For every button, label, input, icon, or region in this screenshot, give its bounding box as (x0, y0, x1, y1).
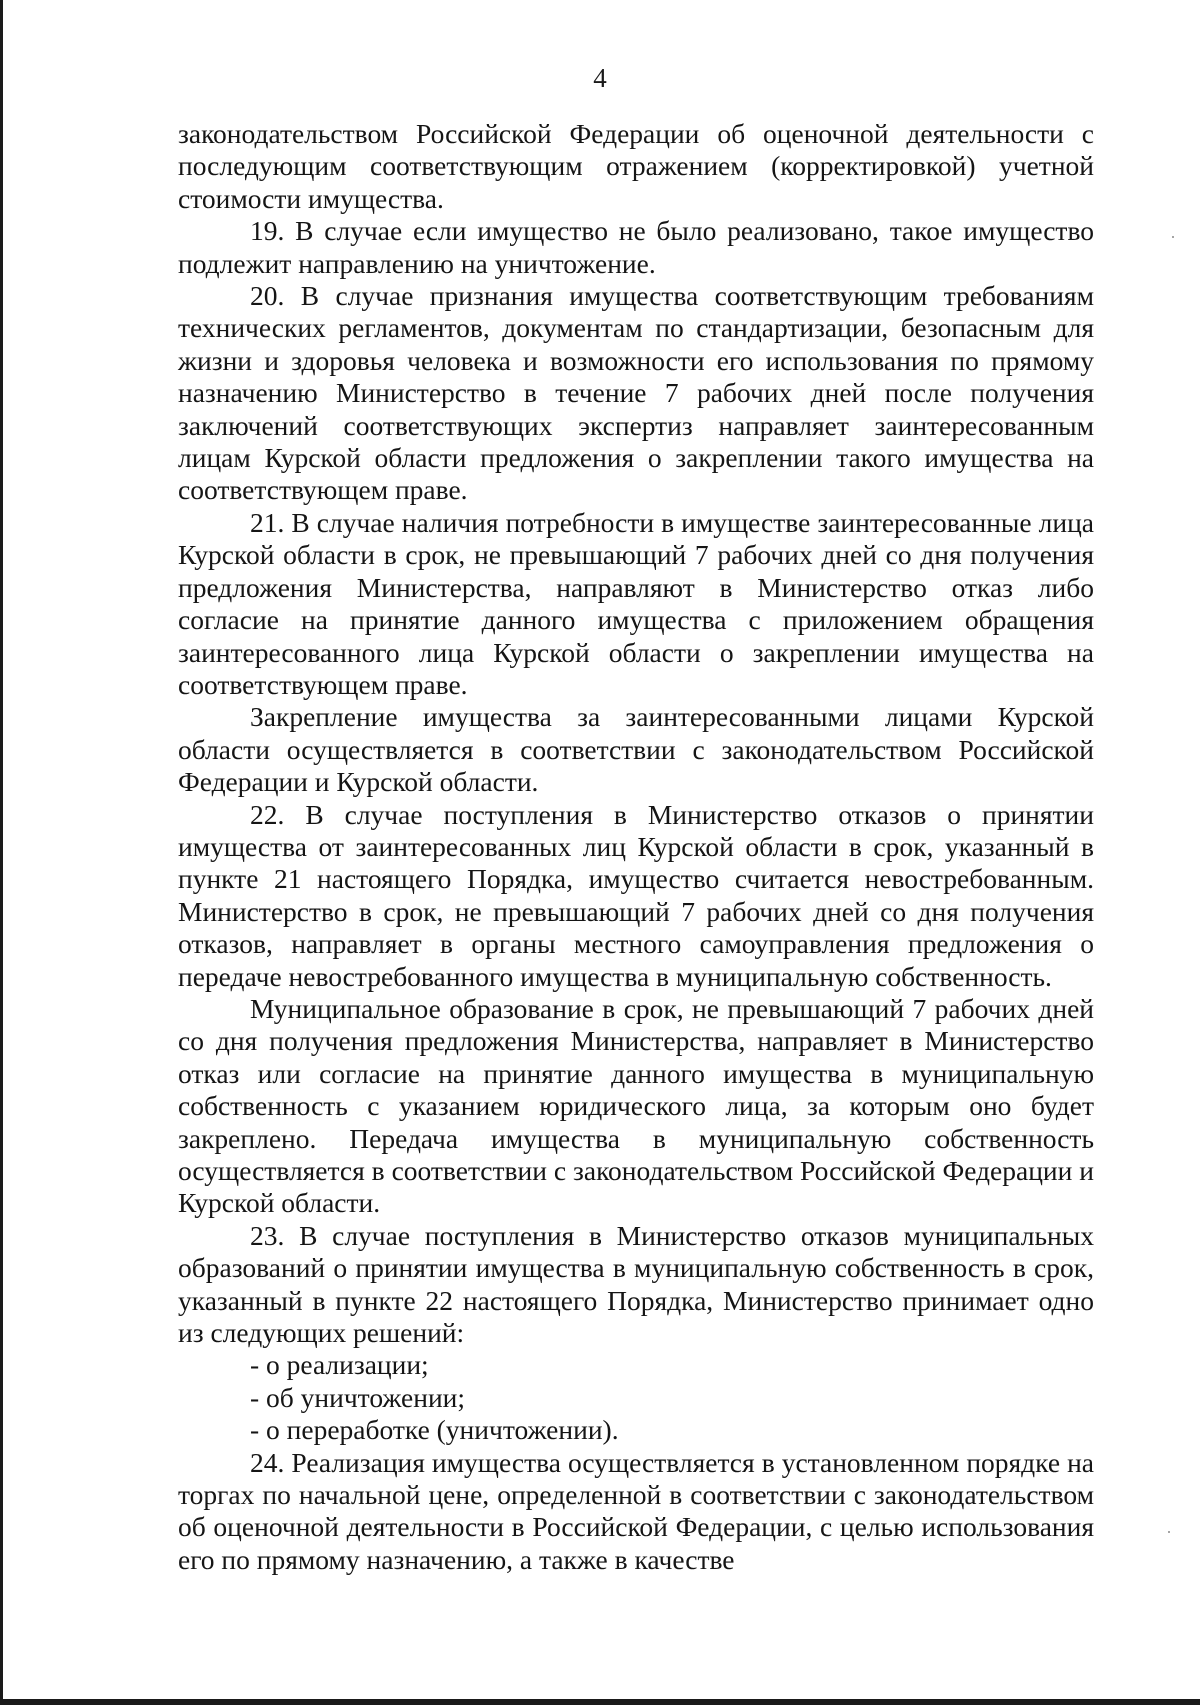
paragraph-item-19: 19. В случае если имущество не было реализовано, такое имущество подлежит направлению на уничтожение. (178, 215, 1094, 279)
scan-edge-bottom (0, 1699, 1200, 1705)
list-item-destruction: - об уничтожении; (250, 1381, 466, 1413)
paragraph-item-23: 23. В случае поступления в Министерство отказов муниципальных образований о принятии имущества в муниципальную собственность в срок, указанный в пункте 22 настоящего Порядка, Министерство принимает одно из следующих решений: (178, 1219, 1094, 1349)
page-number: 4 (593, 63, 607, 93)
paragraph-item-21: 21. В случае наличия потребности в имуществе заинтересованные лица Курской области в срок, не превышающий 7 рабочих дней со дня получения предложения Министерства, направляют в Министерство отказ либо согласие на принятие данного имущества с приложением обращения заинтересованного лица Курской области о закреплении имущества на соответствующем праве. (178, 506, 1094, 700)
paragraph-item-21-continued: Закрепление имущества за заинтересованными лицами Курской области осуществляется в соответствии с законодательством Российской Федерации и Курской области. (178, 701, 1094, 798)
scan-speck (1168, 1531, 1170, 1533)
paragraph-item-22-continued: Муниципальное образование в срок, не превышающий 7 рабочих дней со дня получения предложения Министерства, направляет в Министерство отказ или согласие на принятие данного имущества в муниципальную собственность с указанием юридического лица, за которым оно будет закреплено. Передача имущества в муниципальную собственность осуществляется в соответствии с законодательством Российской Федерации и Курской области. (178, 992, 1094, 1219)
paragraph-item-24: 24. Реализация имущества осуществляется в установленном порядке на торгах по начальной цене, определенной в соответствии с законодательством об оценочной деятельности в Российской Федерации, с целью использования его по прямому назначению, а также в качестве (178, 1446, 1094, 1575)
paragraph-item-22: 22. В случае поступления в Министерство отказов о принятии имущества от заинтересованных лиц Курской области в срок, указанный в пункте 21 настоящего Порядка, имущество считается невостребованным. Министерство в срок, не превышающий 7 рабочих дней со дня получения отказов, направляет в органы местного самоуправления предложения о передаче невостребованного имущества в муниципальную собственность. (178, 798, 1094, 992)
list-item-processing: - о переработке (уничтожении). (250, 1414, 619, 1446)
scan-edge-left (0, 0, 3, 1705)
document-body (178, 118, 1094, 1576)
list-item-realization: - о реализации; (250, 1349, 429, 1381)
paragraph-item-20: 20. В случае признания имущества соответствующим требованиям технических регламентов, документам по стандартизации, безопасным для жизни и здоровья человека и возможности его использования по прямому назначению Министерство в течение 7 рабочих дней после получения заключений соответствующих экспертиз направляет заинтересованным лицам Курской области предложения о закреплении такого имущества на соответствующем праве. (178, 280, 1094, 506)
paragraph-0: законодательством Российской Федерации об оценочной деятельности с последующим соответствующим отражением (корректировкой) учетной стоимости имущества. (178, 118, 1094, 214)
scan-speck (1172, 236, 1174, 238)
